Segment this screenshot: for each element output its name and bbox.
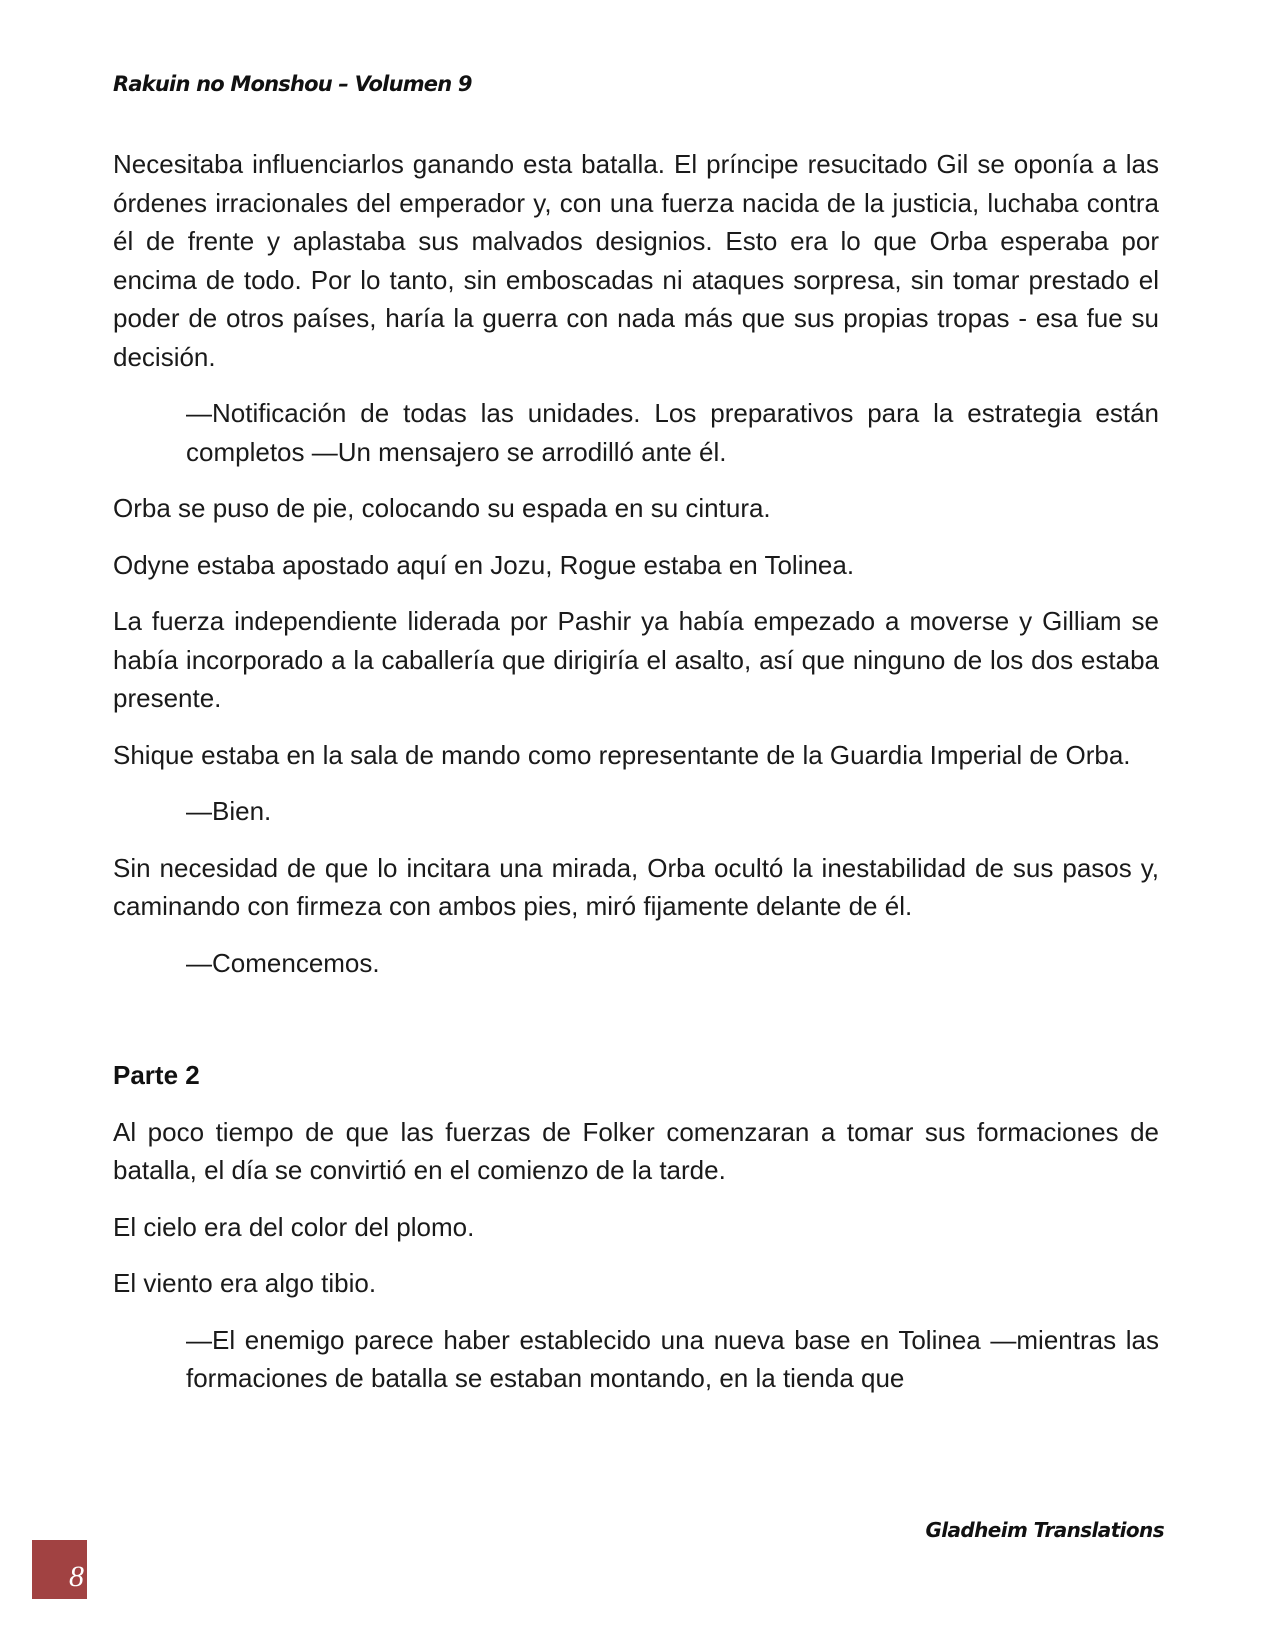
dialogue-paragraph: —El enemigo parece haber establecido una nueva base en Tolinea —mientras las formaciones de batalla se estaban montando, en la tienda que bbox=[186, 1324, 1159, 1393]
body-paragraph: Orba se puso de pie, colocando su espada en su cintura. bbox=[113, 493, 771, 523]
running-header: Rakuin no Monshou – Volumen 9 bbox=[113, 72, 472, 96]
dialogue-paragraph: —Comencemos. bbox=[186, 947, 380, 978]
body-paragraph: Odyne estaba apostado aquí en Jozu, Rogue estaba en Tolinea. bbox=[113, 549, 855, 580]
body-paragraph: Shique estaba en la sala de mando como representante de la Guardia Imperial de Orba. bbox=[113, 739, 1131, 770]
body-paragraph: Necesitaba influenciarlos ganando esta batalla. El príncipe resucitado Gil se oponía a las órdenes irracionales del emperador y, con una fuerza nacida de la justicia, luchaba contra él de frente y aplastaba sus malvados designios. Esto era lo que Orba esperaba por encima de todo. Por lo tanto, sin emboscadas ni ataques sorpresa, sin tomar prestado el poder de otros países, haría la guerra con nada más que sus propias tropas - esa fue su decisión. bbox=[113, 149, 1159, 372]
page-number-underline bbox=[32, 1596, 87, 1599]
dialogue-paragraph: —Bien. bbox=[186, 796, 272, 826]
body-paragraph: El viento era algo tibio. bbox=[113, 1268, 377, 1298]
page-number: 8 bbox=[69, 1560, 84, 1593]
dialogue-paragraph: —Notificación de todas las unidades. Los preparativos para la estrategia están completos —Un mensajero se arrodilló ante él. bbox=[186, 398, 1159, 467]
body-paragraph: Sin necesidad de que lo incitara una mirada, Orba ocultó la inestabilidad de sus pasos y, caminando con firmeza con ambos pies, miró fijamente delante de él. bbox=[113, 852, 1159, 921]
body-paragraph: La fuerza independiente liderada por Pashir ya había empezado a moverse y Gilliam se había incorporado a la caballería que dirigiría el asalto, así que ninguno de los dos estaba presente. bbox=[113, 606, 1159, 713]
body-paragraph: Al poco tiempo de que las fuerzas de Folker comenzaran a tomar sus formaciones de batalla, el día se convirtió en el comienzo de la tarde. bbox=[113, 1116, 1159, 1185]
translator-credit: Gladheim Translations bbox=[925, 1518, 1164, 1542]
section-heading: Parte 2 bbox=[113, 1060, 200, 1090]
body-paragraph: El cielo era del color del plomo. bbox=[113, 1211, 475, 1242]
document-body bbox=[113, 145, 1159, 1416]
